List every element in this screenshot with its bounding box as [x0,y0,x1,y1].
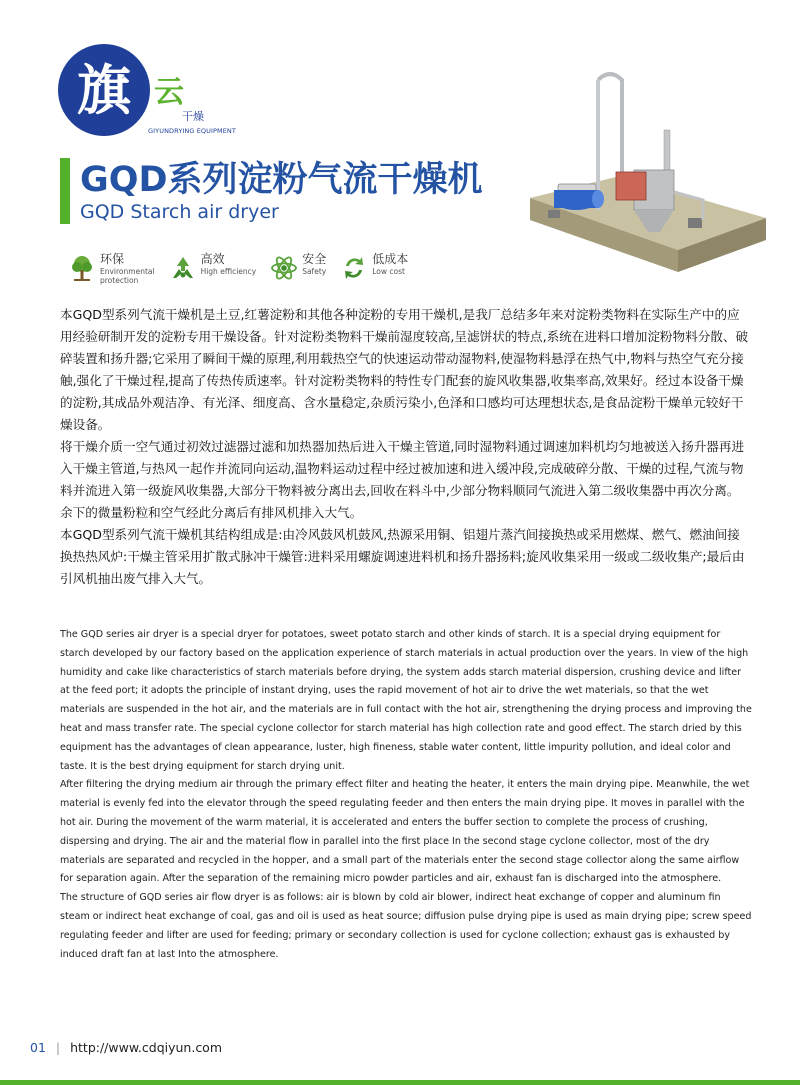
air-dryer-illustration [528,60,768,272]
english-description [60,626,752,964]
feature-english: Environmental [100,267,155,276]
page-footer [30,1040,222,1055]
logo-english-name: GIYUNDRYING EQUIPMENT [148,127,236,135]
feature-english: Safety [302,267,327,276]
cn-paragraph: 将干燥介质一空气通过初效过滤器过滤和加热器加热后进入干燥主管道,同时湿物料通过调速加料机均匀地被送入扬升器再进入干燥主管道,与热风一起作并流同向运动,温物料运动过程中经过被加速和进入缓冲段,完成破碎分散、干燥的过程,气流与物料并流进入第一级旋风收集器,大部分干物料被分离出去,回收在料斗中,少部分物料顺同气流进入第二级收集器中再次分离。余下的微量粉粒和空气经此分离后有排风机排入大气。 [60,439,745,520]
efficiency-icon [169,254,197,282]
feature-label: 环保 [100,252,125,266]
logo-tagline: 干燥 [182,110,204,123]
feature-english: High efficiency [200,267,257,276]
feature-environmental [68,252,155,285]
feature-english: protection [100,276,139,285]
atom-safety-icon [270,254,298,282]
tree-icon [68,254,96,282]
en-paragraph: The structure of GQD series air flow dryer is as follows: air is blown by cold air blower, indirect heat exchange of copper and aluminum fin steam or indirect heat exchange of coal, gas and oil is used as heat source; diffusion pulse drying pipe is used as main drying pipe; screw speed regulating feeder and lifter are used for feeding; primary or secondary collection is used for cyclone collection; exhaust gas is exhausted by induced draft fan at last Into the atmosphere. [60,892,752,960]
en-paragraph: After filtering the drying medium air through the primary effect filter and heating the heater, it enters the main drying pipe. Meanwhile, the wet material is evenly fed into the elevator through the speed regulating feeder and then enters the main drying pipe. It moves in parallel with the hot air. During the movement of the warm material, it is accelerated and enters the buffer section to complete the process of crushing, dispersing and drying. The air and the material flow in parallel into the first place In the second stage cyclone collector, most of the dry materials are separated and recycled in the hopper, and a small part of the materials enter the second stage collector along the same airflow for separation again. After the separation of the remaining micro powder particles and air, exhaust fan is discharged into the atmosphere. [60,779,750,885]
page-subtitle: GQD Starch air dryer [80,201,279,223]
footer-separator: | [55,1040,61,1055]
title-accent-bar [60,158,70,224]
feature-list [68,252,422,285]
feature-label: 高效 [200,252,225,266]
logo-main-character: 旗 [77,58,131,122]
cn-paragraph: 本GQD型系列气流干燥机其结构组成是:由冷风鼓风机鼓风,热源采用铜、铝翅片蒸汽间接换热或采用燃煤、燃气、燃油间接换热热风炉:干燥主管采用扩散式脉冲干燥管:进料采用螺旋调速进料机和扬升器扬料;旋风收集采用一级或二级收集产;最后由引风机抽出废气排入大气。 [60,527,745,586]
company-logo [58,44,236,144]
cn-paragraph: 本GQD型系列气流干燥机是土豆,红薯淀粉和其他各种淀粉的专用干燥机,是我厂总结多年来对淀粉类物料在实际生产中的应用经验研制开发的淀粉专用干燥设备。针对淀粉类物料干燥前湿度较高,呈滤饼状的特点,系统在进料口增加淀粉物料分散、破碎装置和扬升器;它采用了瞬间干燥的原理,利用载热空气的快速运动带动湿物料,使湿物料悬浮在热气中,物料与热空气充分接触,强化了干燥过程,提高了传热传质速率。针对淀粉类物料的特性专门配套的旋风收集器,收集率高,效果好。经过本设备干燥的淀粉,其成品外观洁净、有光泽、细度高、含水量稳定,杂质污染小,色泽和口感均可达理想状态,是食品淀粉干燥单元较好干燥设备。 [60,307,749,432]
feature-efficiency [169,252,257,285]
feature-label: 低成本 [372,252,409,266]
recycle-icon [340,254,368,282]
feature-label: 安全 [302,252,327,266]
logo-sub-character: 云 [154,75,184,110]
feature-english: Low cost [372,267,405,276]
page-number: 01 [30,1040,46,1055]
website-link[interactable]: http://www.cdqiyun.com [70,1040,223,1055]
feature-safety [270,252,326,285]
chinese-description [60,304,750,590]
footer-accent-line [0,1080,800,1085]
page-title: GQD系列淀粉气流干燥机 [80,160,483,200]
feature-low-cost [340,252,408,285]
logo-emblem [58,44,150,136]
en-paragraph: The GQD series air dryer is a special dryer for potatoes, sweet potato starch and other kinds of starch. It is a special drying equipment for starch developed by our factory based on the application experience of starch materials in actual production over the years. In view of the high humidity and cake like characteristics of starch materials before drying, the system adds starch material dispersion, crushing device and lifter at the feed port; it adopts the principle of instant drying, uses the rapid movement of hot air to drive the wet materials, so that the wet materials are suspended in the hot air, and the materials are in full contact with the hot air, strengthening the drying process and improving the heat and mass transfer rate. The special cyclone collector for starch material has high collection rate and good effect. The starch dried by this equipment has the advantages of clean appearance, luster, high fineness, stable water content, little impurity pollution, and ideal color and taste. It is the best drying equipment for starch drying unit. [60,629,752,772]
